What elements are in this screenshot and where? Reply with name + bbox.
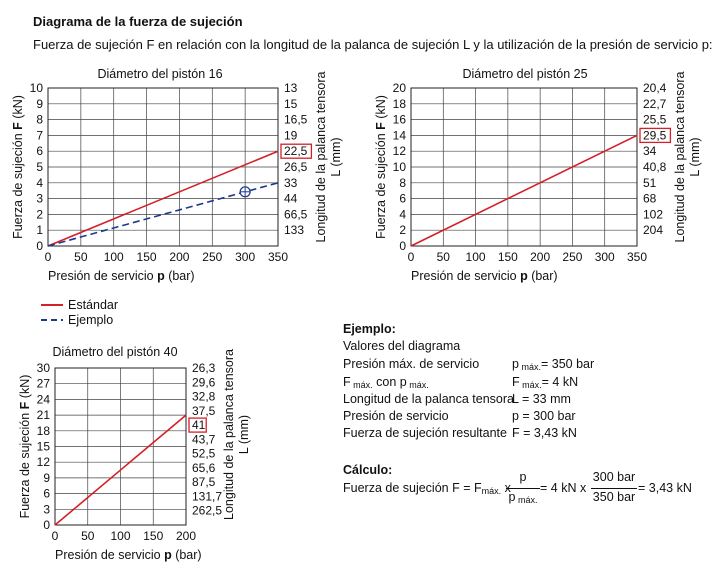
y-tick-label: 24 xyxy=(36,392,50,407)
y2-tick-label: 43,7 xyxy=(192,432,216,447)
calc-lhs: Fuerza de sujeción $F = F_{máx.}$ x xyxy=(343,481,511,496)
example-heading: Ejemplo: xyxy=(343,322,396,336)
legend-standard-label: Estándar xyxy=(68,298,119,312)
y-tick-label: 2 xyxy=(36,207,43,222)
y-tick-label: 6 xyxy=(36,144,43,159)
x-tick-label: 100 xyxy=(103,250,124,264)
y2-tick-label: 26,5 xyxy=(284,160,308,174)
y-tick-label: 9 xyxy=(36,96,43,111)
y2-axis-label-line2: L (mm) xyxy=(329,137,343,177)
page-title: Diagrama de la fuerza de sujeción xyxy=(33,14,243,29)
y2-tick-label: 44 xyxy=(284,191,298,206)
y-tick-label: 3 xyxy=(43,502,50,517)
example-row-pmax-label: Presión máx. de servicio xyxy=(343,357,480,371)
x-tick-label: 300 xyxy=(594,250,615,264)
y2-tick-label: 34 xyxy=(643,144,657,159)
example-row-fmax-label: F $_{máx.}$ con p $_{máx.}$ xyxy=(343,375,429,390)
x-tick-label: 0 xyxy=(407,250,415,264)
y2-axis-label-line1: Longitud de la palanca tensora xyxy=(314,71,328,243)
y-tick-label: 0 xyxy=(43,518,50,532)
chart-title: Diámetro del pistón 40 xyxy=(52,345,178,359)
y2-tick-label: 87,5 xyxy=(192,475,216,490)
y-tick-label: 2 xyxy=(399,223,406,238)
y-tick-label: 4 xyxy=(399,207,406,222)
y-tick-label: 18 xyxy=(36,423,50,438)
y-tick-label: 10 xyxy=(392,160,406,174)
x-tick-label: 250 xyxy=(562,250,583,264)
x-tick-label: 300 xyxy=(235,250,256,264)
calc-frac1-num: p xyxy=(519,470,527,484)
y-tick-label: 8 xyxy=(399,175,406,190)
x-tick-label: 150 xyxy=(497,250,518,264)
x-tick-label: 200 xyxy=(169,250,190,264)
x-tick-label: 250 xyxy=(202,250,223,264)
example-intro: Valores del diagrama xyxy=(343,339,461,353)
example-row-lever-value: L = 33 mm xyxy=(512,392,571,406)
y2-tick-label: 25,5 xyxy=(643,112,667,127)
y2-tick-label: 33 xyxy=(284,175,298,190)
x-tick-label: 0 xyxy=(44,250,52,264)
y-tick-label: 30 xyxy=(36,361,50,375)
calc-frac2-den: 350 bar xyxy=(592,490,636,504)
y2-tick-label: 66,5 xyxy=(284,207,308,222)
y2-axis-label-line1: Longitud de la palanca tensora xyxy=(673,71,687,243)
calc-frac2-num: 300 bar xyxy=(592,470,636,484)
y-tick-label: 0 xyxy=(36,239,43,253)
calc-frac1-den: p $_{máx.}$ xyxy=(508,490,538,505)
y-axis-label: Fuerza de sujeción F (kN) xyxy=(374,95,388,239)
example-row-pressure-label: Presión de servicio xyxy=(343,409,449,423)
y-tick-label: 21 xyxy=(36,408,50,423)
y2-tick-label: 52,5 xyxy=(192,446,216,461)
chart-2 xyxy=(374,67,702,283)
y2-tick-label: 68 xyxy=(643,191,657,206)
y-tick-label: 20 xyxy=(392,81,406,95)
x-tick-label: 100 xyxy=(110,529,131,543)
y2-tick-label: 102 xyxy=(643,207,664,222)
y-tick-label: 7 xyxy=(36,128,43,143)
x-tick-label: 50 xyxy=(74,250,88,264)
y-tick-label: 0 xyxy=(399,239,406,253)
y-tick-label: 18 xyxy=(392,96,406,111)
chart-3 xyxy=(18,345,251,562)
y-tick-label: 6 xyxy=(43,486,50,501)
x-tick-label: 200 xyxy=(175,529,197,543)
x-tick-label: 350 xyxy=(626,250,648,264)
y2-tick-label: 204 xyxy=(643,223,664,238)
x-tick-label: 150 xyxy=(136,250,157,264)
y-axis-label: Fuerza de sujeción F (kN) xyxy=(11,95,25,239)
y2-tick-label: 40,8 xyxy=(643,160,667,174)
x-tick-label: 200 xyxy=(530,250,551,264)
y-tick-label: 14 xyxy=(392,128,406,143)
y2-tick-label: 22,5 xyxy=(284,144,308,159)
y2-tick-label: 51 xyxy=(643,175,657,190)
y2-axis-label-line2: L (mm) xyxy=(237,414,251,455)
calc-result: = 3,43 kN xyxy=(638,481,692,495)
y-tick-label: 15 xyxy=(36,439,50,454)
y2-tick-label: 15 xyxy=(284,96,298,111)
example-row-force-value: F = 3,43 kN xyxy=(512,426,577,440)
example-row-pmax-value: p $_{máx.}$= 350 bar xyxy=(512,357,595,372)
y-tick-label: 5 xyxy=(36,160,43,174)
y-tick-label: 3 xyxy=(36,191,43,206)
y2-tick-label: 131,7 xyxy=(192,489,223,504)
page-subtitle: Fuerza de sujeción F en relación con la longitud de la palanca de sujeción L y la utilización de la presión de servicio p: xyxy=(33,37,713,52)
x-tick-label: 50 xyxy=(81,529,95,543)
y2-tick-label: 41 xyxy=(192,418,206,433)
y2-tick-label: 13 xyxy=(284,81,298,95)
y2-axis-label-line1: Longitud de la palanca tensora xyxy=(222,349,236,520)
y-axis-label: Fuerza de sujeción F (kN) xyxy=(18,374,32,519)
x-tick-label: 150 xyxy=(143,529,164,543)
y2-tick-label: 37,5 xyxy=(192,403,216,418)
example-row-pressure-value: p = 300 bar xyxy=(512,409,576,423)
series-line-standard xyxy=(411,135,637,246)
y2-tick-label: 32,8 xyxy=(192,389,216,404)
x-tick-label: 50 xyxy=(436,250,450,264)
y-tick-label: 1 xyxy=(36,223,43,238)
y-tick-label: 8 xyxy=(36,112,43,127)
y2-tick-label: 262,5 xyxy=(192,503,223,518)
chart-title: Diámetro del pistón 16 xyxy=(97,67,223,81)
calc-mid: = 4 kN x xyxy=(540,481,587,495)
y-tick-label: 6 xyxy=(399,191,406,206)
y2-tick-label: 65,6 xyxy=(192,460,216,475)
chart-title: Diámetro del pistón 25 xyxy=(462,67,588,81)
y2-tick-label: 20,4 xyxy=(643,81,667,95)
example-row-force-label: Fuerza de sujeción resultante xyxy=(343,426,507,440)
y-tick-label: 4 xyxy=(36,175,43,190)
x-axis-label: Presión de servicio p (bar) xyxy=(48,269,195,283)
x-tick-label: 100 xyxy=(465,250,486,264)
x-tick-label: 350 xyxy=(267,250,289,264)
y2-tick-label: 29,6 xyxy=(192,375,216,390)
y2-tick-label: 29,5 xyxy=(643,128,667,143)
y-tick-label: 27 xyxy=(36,376,50,391)
y2-tick-label: 133 xyxy=(284,223,305,238)
y2-tick-label: 16,5 xyxy=(284,112,308,127)
legend-example-label: Ejemplo xyxy=(68,313,114,327)
y-tick-label: 12 xyxy=(36,455,50,470)
x-axis-label: Presión de servicio p (bar) xyxy=(55,548,202,562)
y-tick-label: 9 xyxy=(43,470,50,485)
chart-1 xyxy=(11,67,343,283)
example-row-lever-label: Longitud de la palanca tensora xyxy=(343,392,514,406)
example-row-fmax-value: F $_{máx.}$= 4 kN xyxy=(512,375,579,390)
y2-tick-label: 22,7 xyxy=(643,96,667,111)
x-tick-label: 0 xyxy=(51,529,59,543)
y2-tick-label: 19 xyxy=(284,128,298,143)
y-tick-label: 12 xyxy=(392,144,406,159)
x-axis-label: Presión de servicio p (bar) xyxy=(411,269,558,283)
y-tick-label: 10 xyxy=(29,81,43,95)
y2-axis-label-line2: L (mm) xyxy=(688,137,702,177)
y2-tick-label: 26,3 xyxy=(192,361,216,375)
calc-heading: Cálculo: xyxy=(343,463,393,477)
y-tick-label: 16 xyxy=(392,112,406,127)
